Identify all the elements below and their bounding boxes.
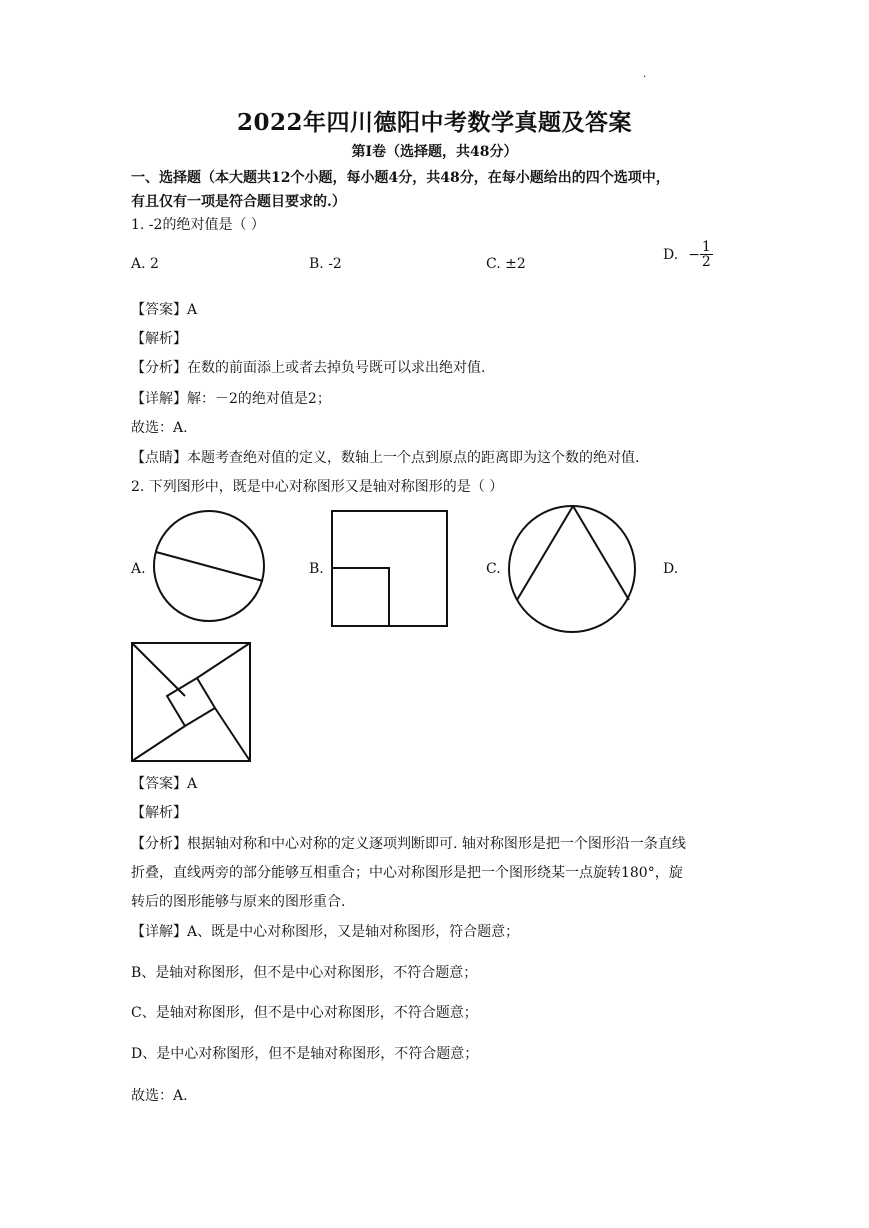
q2-fenxi-line3: 转后的图形能够与原来的图形重合. [131, 894, 346, 910]
figure-d-pinwheel-square [130, 641, 254, 765]
q1-answer: 【答案】A [131, 302, 198, 318]
q2-label-d: D. [663, 561, 679, 577]
q2-xiangjie-c: C、是轴对称图形，但不是中心对称图形，不符合题意； [131, 1005, 478, 1021]
q2-xiangjie-a: 【详解】A、既是中心对称图形，又是轴对称图形，符合题意； [131, 924, 520, 940]
q2-guxuan: 故选：A. [131, 1088, 188, 1104]
q1-option-c: C. ±2 [486, 256, 526, 272]
q2-label-b: B. [309, 561, 324, 577]
q1-option-d-label: D. [663, 246, 679, 263]
page-subtitle: 第Ⅰ卷（选择题，共48分） [351, 144, 518, 160]
fraction-numerator: 1 [701, 239, 711, 255]
q1-option-d [663, 240, 713, 269]
q2-fenxi-line1: 【分析】根据轴对称和中心对称的定义逐项判断即可. 轴对称图形是把一个图形沿一条直线 [131, 836, 686, 852]
q1-analysis-head: 【解析】 [131, 331, 187, 347]
q1-guxuan: 故选：A. [131, 420, 188, 436]
q2-label-c: C. [486, 561, 501, 577]
figure-a-circle-chord [152, 509, 266, 623]
q1-option-b: B. -2 [309, 256, 342, 272]
q1-stem: 1. -2的绝对值是（ ） [131, 217, 265, 233]
section-heading-line2: 有且仅有一项是符合题目要求的.） [131, 194, 346, 210]
q2-label-a: A. [131, 561, 146, 577]
fraction-denominator: 2 [701, 254, 711, 270]
q2-stem: 2. 下列图形中，既是中心对称图形又是轴对称图形的是（ ） [131, 479, 504, 495]
q2-analysis-head: 【解析】 [131, 805, 187, 821]
q1-option-d-fraction [700, 240, 713, 269]
figure-c-circle-triangle [507, 503, 639, 635]
q2-fenxi-line2: 折叠，直线两旁的部分能够互相重合；中心对称图形是把一个图形绕某一点旋转180°，旋 [131, 865, 683, 881]
q1-option-a: A. 2 [131, 256, 159, 272]
section-heading-line1: 一、选择题（本大题共12个小题，每小题4分，共48分，在每小题给出的四个选项中， [131, 170, 670, 186]
q1-option-d-sign: − [688, 246, 700, 263]
q2-xiangjie-b: B、是轴对称图形，但不是中心对称图形，不符合题意； [131, 965, 478, 981]
q2-xiangjie-d: D、是中心对称图形，但不是轴对称图形，不符合题意； [131, 1046, 479, 1062]
header-mark: · [643, 72, 647, 83]
figure-b-nested-squares [330, 510, 450, 628]
q2-answer: 【答案】A [131, 776, 198, 792]
q1-dianjing: 【点睛】本题考查绝对值的定义，数轴上一个点到原点的距离即为这个数的绝对值. [131, 450, 640, 466]
q1-fenxi: 【分析】在数的前面添上或者去掉负号既可以求出绝对值. [131, 360, 486, 376]
page-title: 2022年四川德阳中考数学真题及答案 [236, 109, 632, 136]
q1-xiangjie: 【详解】解：－2的绝对值是2； [131, 391, 331, 407]
